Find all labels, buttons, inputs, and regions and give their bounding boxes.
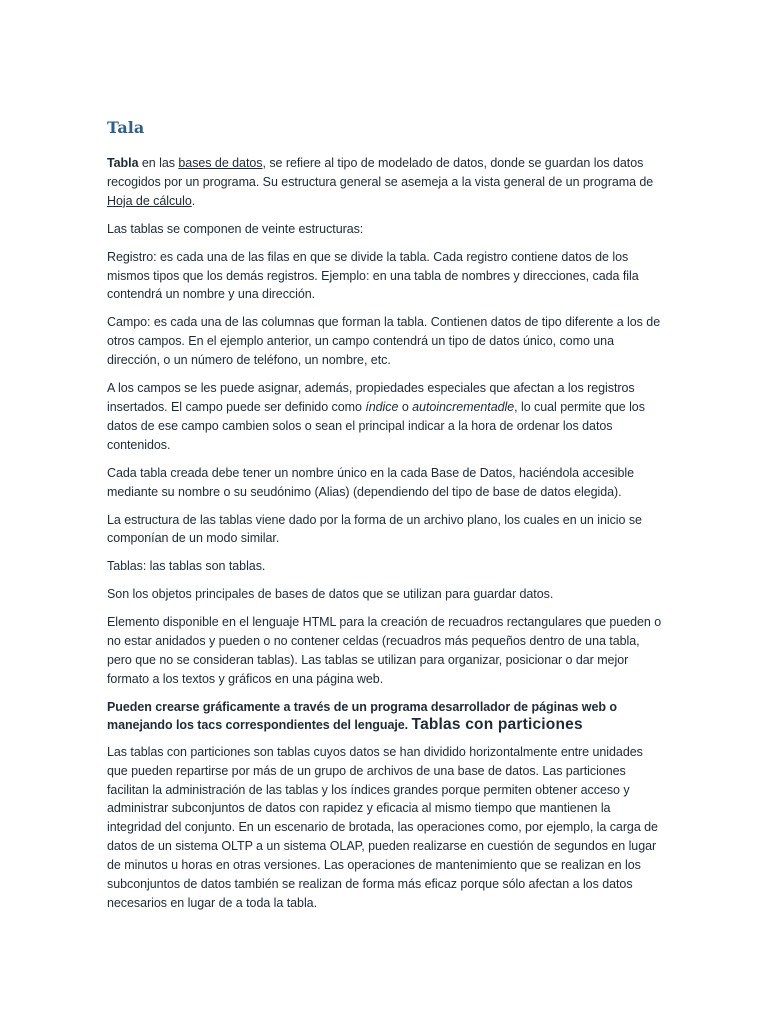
page-title: Tala [107, 118, 145, 137]
nombre-unico-paragraph: Cada tabla creada debe tener un nombre único en la cada Base de Datos, haciéndola accesible mediante su nombre o su seudónimo (Alias) (dependiendo del tipo de base de datos elegida). [107, 465, 635, 499]
particiones-paragraph: Las tablas con particiones son tablas cuyos datos se han dividido horizontalmente entre unidades que pueden repartirse por más de un grupo de archivos de una base de datos. Las particiones facilitan la administración de las tablas y los índices grandes porque permiten obtener acceso y administrar subconjuntos de datos con rapidez y eficacia al mismo tiempo que mantienen la integridad del conjunto. En un escenario de brotada, las operaciones como, por ejemplo, la carga de datos de un sistema OLTP a un sistema OLAP, pueden realizarse en cuestión de segundos en lugar de minutos u horas en otras versiones. Las operaciones de mantenimiento que se realizan en los subconjuntos de datos también se realizan de forma más eficaz porque sólo afectan a los datos necesarios en lugar de a toda la tabla. [107, 744, 658, 910]
crearse-paragraph [107, 698, 665, 735]
text-segment: A los campos se les puede asignar, además, propiedades especiales que afectan a los registros insertados. El campo puede ser definido como [107, 381, 635, 414]
registro-paragraph: Registro: es cada una de las filas en que se divide la tabla. Cada registro contiene datos de los mismos tipos que los demás registros. Ejemplo: en una tabla de nombres y direcciones, cada fila contendrá un nombre y una dirección. [107, 249, 639, 302]
text-segment: , se refiere al tipo de modelado de datos, donde se guardan los datos recogidos por un programa. Su estructura general se asemeja a la vista general de un programa de [107, 156, 654, 189]
section-heading-particiones: Tablas con particiones [411, 716, 583, 734]
html-paragraph: Elemento disponible en el lenguaje HTML para la creación de recuadros rectangulares que pueden o no estar anidados y pueden o no contener celdas (recuadros más pequeños dentro de una tabla, pero que no se consideran tablas). Las tablas se utilizan para organizar, posicionar o dar mejor formato a los textos y gráficos en una página web. [107, 615, 662, 686]
intro-paragraph [107, 154, 665, 211]
text-segment: . [191, 193, 196, 208]
objetos-paragraph: Son los objetos principales de bases de datos que se utilizan para guardar datos. [107, 587, 554, 602]
tablas-definition-paragraph: Tablas: las tablas son tablas. [107, 559, 266, 574]
document-page [107, 116, 665, 922]
term-autoincrementadle: autoincrementadle [412, 399, 515, 414]
campo-paragraph: Campo: es cada una de las columnas que forman la tabla. Contienen datos de tipo diferente a los de otros campos. En el ejemplo anterior, un campo contendrá un tipo de datos único, como una dirección, o un número de teléfono, un nombre, etc. [107, 315, 661, 368]
campos-properties-paragraph [107, 379, 665, 455]
term-tabla: Tabla [107, 156, 139, 170]
term-indice: índice [365, 399, 399, 414]
text-segment: o [398, 399, 413, 414]
link-hoja-de-calculo[interactable]: Hoja de cálculo [107, 193, 192, 208]
estructura-paragraph: La estructura de las tablas viene dado por la forma de un archivo plano, los cuales en un inicio se componían de un modo similar. [107, 512, 642, 546]
link-bases-de-datos[interactable]: bases de datos [178, 156, 263, 170]
structures-paragraph: Las tablas se componen de veinte estructuras: [107, 221, 364, 236]
text-segment: en las [138, 156, 179, 170]
text-segment: , lo cual permite que los datos de ese campo cambien solos o sean el principal indicar a la hora de ordenar los datos contenidos. [107, 399, 645, 452]
bold-statement: Pueden crearse gráficamente a través de un programa desarrollador de páginas web o manejando los tacs correspondientes del lenguaje. [107, 699, 617, 733]
